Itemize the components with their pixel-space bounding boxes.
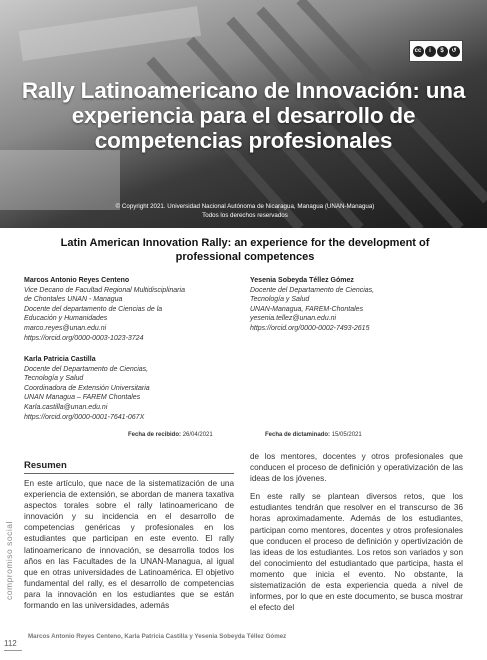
author-affiliation: de Chontales UNAN - Managua [24,296,123,304]
author-block-2 [250,276,460,334]
author-affiliation: Coordinadora de Extensión Universitaria [24,384,150,392]
sa-icon: ↺ [449,46,460,57]
section-heading-resumen: Resumen [24,460,67,471]
page-number-rule [4,650,22,651]
copyright-line-2: Todos los derechos reservados [202,212,288,219]
abstract-paragraph: En este rally se plantean diversos retos, que los estudiantes tendrán que resolver en el transcurso de 36 horas aproximadamente. Además de los estudiantes, participan como mentores, docentes y otros profesionales que conducen el proceso de definición y opertivización de las ideas de los estudiantes. Los retos son variados y son del conocimiento del estudiantado que participa, hasta el momento que inicia el evento. No obstante, la sistematización de esta experiencia queda a nivel de informes, por lo que en este documento, se busca mostrar el efecto del [250,492,463,613]
author-name: Karla Patricia Castilla [24,356,96,363]
author-name: Yesenia Sobeyda Téllez Gómez [250,277,354,284]
nc-icon: $ [437,46,448,57]
received-value: 26/04/2021 [182,432,213,438]
author-block-3 [24,355,234,422]
cover-banner [0,0,487,228]
author-affiliation: Vice Decano de Facultad Regional Multidisciplinaria [24,286,185,294]
author-affiliation: UNAN-Managua, FAREM-Chontales [250,305,364,313]
footer-authors: Marcos Antonio Reyes Centeno, Karla Patricia Castilla y Yesenia Sobeyda Téllez Gómez [28,633,287,640]
author-affiliation: Docente del Departamento de Ciencias, [24,365,149,373]
received-label: Fecha de recibido: [128,432,182,438]
approved-date [265,432,362,438]
english-title: Latin American Innovation Rally: an experience for the development of professional competences [60,237,430,263]
author-orcid-link[interactable]: https://orcid.org/0000-0001-7641-067X [24,413,145,421]
author-affiliation: Docente del departamento de Ciencias de la [24,305,163,313]
author-orcid-link[interactable]: https://orcid.org/0000-0002-7493-2615 [250,324,370,332]
abstract-paragraph: En este artículo, que nace de la sistematización de una experiencia de extensión, se abordan de manera taxativa aspectos torales sobre el rally latinoamericano de innovación y su incidencia en el desarrollo de competencias genéricas y profesionales en los estudiantes que participan en este evento. El rally latinoamericano de innovación, se desarrolla todos los años en las Facultades de la UNAN-Managua, al igual que en otras universidades de Latinoamérica. El objetivo fundamental del rally, es el desarrollo de competencias para la innovación en los estudiantes que se están formando en las universidades, además [24,479,234,611]
cc-icon: cc [413,46,424,57]
copyright-line-1: © Copyright 2021. Universidad Nacional Autónoma de Nicaragua, Managua (UNAN-Managua) [115,203,375,210]
author-affiliation: Tecnología y Salud [24,375,84,383]
section-heading-underline [24,473,234,474]
abstract-paragraph: de los mentores, docentes y otros profesionales que conducen el proceso de definición y operativización de las ideas de los jóvenes. [250,452,463,484]
author-email[interactable]: Karla.castilla@unan.edu.ni [24,403,108,411]
by-icon: i [425,46,436,57]
author-email[interactable]: marco.reyes@unan.edu.ni [24,324,107,332]
side-section-label: compromiso social [4,521,14,600]
page-number: 112 [4,639,17,648]
author-block-1 [24,276,234,343]
approved-label: Fecha de dictaminado: [265,432,331,438]
author-affiliation: Tecnología y Salud [250,296,310,304]
abstract-left-column [24,478,234,618]
creative-commons-license-badge[interactable] [409,40,463,62]
author-name: Marcos Antonio Reyes Centeno [24,277,130,284]
copyright-notice [60,202,430,220]
author-affiliation: Docente del Departamento de Ciencias, [250,286,375,294]
received-date [128,432,213,438]
author-orcid-link[interactable]: https://orcid.org/0000-0003-1023-3724 [24,334,144,342]
author-email[interactable]: yesenia.tellez@unan.edu.ni [250,315,337,323]
author-affiliation: UNAN Managua – FAREM Chontales [24,394,141,402]
abstract-right-column [250,451,463,620]
author-affiliation: Educación y Humanidades [24,315,108,323]
article-title: Rally Latinoamericano de Innovación: una experiencia para el desarrollo de competencias profesionales [21,78,466,153]
approved-value: 15/05/2021 [331,432,362,438]
